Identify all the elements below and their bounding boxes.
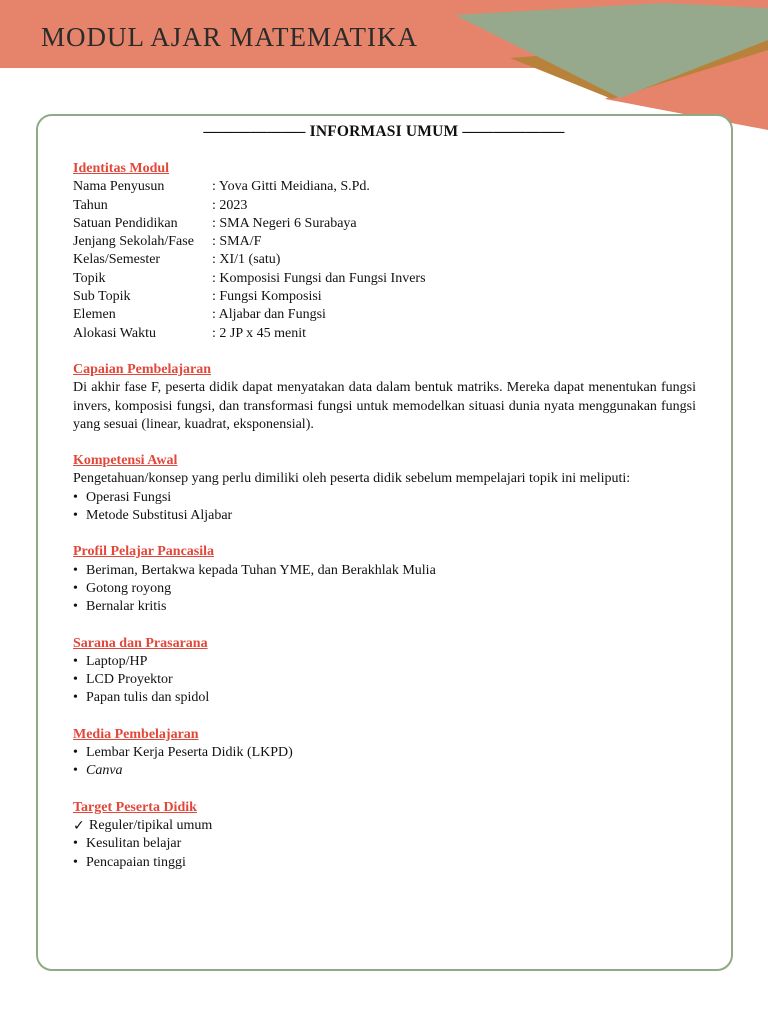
- section-title: Sarana dan Prasarana: [73, 635, 208, 651]
- list-item: [73, 489, 696, 507]
- list-item-text: Metode Substitusi Aljabar: [86, 508, 233, 524]
- identity-value: : SMA Negeri 6 Surabaya: [212, 215, 357, 231]
- list-item: [73, 762, 696, 780]
- section-title: Target Peserta Didik: [73, 799, 197, 815]
- identity-row: [73, 233, 696, 251]
- identity-value: : 2 JP x 45 menit: [212, 325, 306, 341]
- content-body: [73, 160, 696, 890]
- profil-section: [73, 543, 696, 616]
- identity-label: Tahun: [73, 197, 108, 213]
- identity-value: : XI/1 (satu): [212, 252, 281, 268]
- list-item: [73, 744, 696, 762]
- identity-row: [73, 288, 696, 306]
- kompetensi-section: [73, 452, 696, 525]
- identity-value: : 2023: [212, 197, 248, 213]
- list-item-text: LCD Proyektor: [86, 672, 173, 688]
- identity-label: Elemen: [73, 307, 116, 323]
- list-item: [73, 653, 696, 671]
- list-item-text: Canva: [86, 763, 123, 779]
- bullet-icon: •: [73, 690, 78, 706]
- identity-label: Alokasi Waktu: [73, 325, 156, 341]
- section-title: Identitas Modul: [73, 161, 170, 176]
- list-item: [73, 817, 696, 835]
- identity-label: Topik: [73, 270, 106, 286]
- sarana-section: [73, 635, 696, 708]
- list-item: [73, 580, 696, 598]
- identity-value: : Aljabar dan Fungsi: [212, 307, 326, 323]
- bullet-icon: •: [73, 580, 78, 596]
- list-item-text: Papan tulis dan spidol: [86, 690, 210, 706]
- identity-row: [73, 306, 696, 324]
- list-item-text: Kesulitan belajar: [86, 836, 182, 852]
- list-item-text: Pencapaian tinggi: [86, 854, 186, 870]
- list-item-text: Operasi Fungsi: [86, 489, 172, 505]
- list-item-text: Bernalar kritis: [86, 599, 167, 615]
- list-item: [73, 854, 696, 872]
- list-item-text: Reguler/tipikal umum: [89, 817, 213, 833]
- capaian-paragraph: Di akhir fase F, peserta didik dapat menyatakan data dalam bentuk matriks. Mereka dapat menentukan fungsi invers, komposisi fungsi, dan transformasi fungsi untuk memodelkan situasi dunia nyata menggunakan fungsi yang sesuai (linear, kuadrat, eksponensial).: [73, 380, 696, 432]
- bullet-icon: •: [73, 489, 78, 505]
- document-title: MODUL AJAR MATEMATIKA: [41, 22, 419, 52]
- identitas-section: [73, 160, 696, 343]
- list-item: [73, 562, 696, 580]
- list-item: [73, 598, 696, 616]
- list-item: [73, 689, 696, 707]
- identity-row: [73, 215, 696, 233]
- identity-row: [73, 251, 696, 269]
- identity-row: [73, 197, 696, 215]
- identity-row: [73, 325, 696, 343]
- list-item: [73, 507, 696, 525]
- identity-value: : Fungsi Komposisi: [212, 289, 322, 305]
- list-item: [73, 671, 696, 689]
- bullet-icon: •: [73, 745, 78, 761]
- identity-label: Kelas/Semester: [73, 252, 161, 268]
- kompetensi-intro: Pengetahuan/konsep yang perlu dimiliki oleh peserta didik sebelum mempelajari topik ini meliputi:: [73, 471, 631, 487]
- media-section: [73, 726, 696, 781]
- header-decoration: [0, 0, 768, 130]
- identity-row: [73, 270, 696, 288]
- bullet-icon: •: [73, 763, 78, 779]
- identity-row: [73, 178, 696, 196]
- list-item-text: Beriman, Bertakwa kepada Tuhan YME, dan Berakhlak Mulia: [86, 562, 436, 578]
- section-title: Kompetensi Awal: [73, 453, 178, 469]
- target-section: [73, 799, 696, 872]
- bullet-icon: •: [73, 672, 78, 688]
- bullet-icon: •: [73, 854, 78, 870]
- bullet-icon: •: [73, 562, 78, 578]
- identity-label: Nama Penyusun: [73, 179, 165, 195]
- section-title: Profil Pelajar Pancasila: [73, 544, 215, 560]
- identity-label: Sub Topik: [73, 289, 131, 305]
- bullet-icon: •: [73, 653, 78, 669]
- identity-value: : SMA/F: [212, 234, 262, 250]
- bullet-icon: •: [73, 508, 78, 524]
- list-item: [73, 835, 696, 853]
- list-item-text: Gotong royong: [86, 580, 172, 596]
- section-title: Media Pembelajaran: [73, 726, 199, 742]
- identity-label: Jenjang Sekolah/Fase: [73, 234, 194, 250]
- bullet-icon: •: [73, 836, 78, 852]
- list-item-text: Laptop/HP: [86, 653, 148, 669]
- info-heading: ——————– INFORMASI UMUM ——————–: [203, 123, 565, 140]
- identity-value: : Komposisi Fungsi dan Fungsi Invers: [212, 270, 426, 286]
- identity-value: : Yova Gitti Meidiana, S.Pd.: [212, 179, 370, 195]
- identity-label: Satuan Pendidikan: [73, 215, 178, 231]
- bullet-icon: •: [73, 599, 78, 615]
- list-item-text: Lembar Kerja Peserta Didik (LKPD): [86, 745, 293, 761]
- check-icon: ✓: [73, 817, 85, 834]
- section-title: Capaian Pembelajaran: [73, 361, 212, 377]
- capaian-section: [73, 361, 696, 434]
